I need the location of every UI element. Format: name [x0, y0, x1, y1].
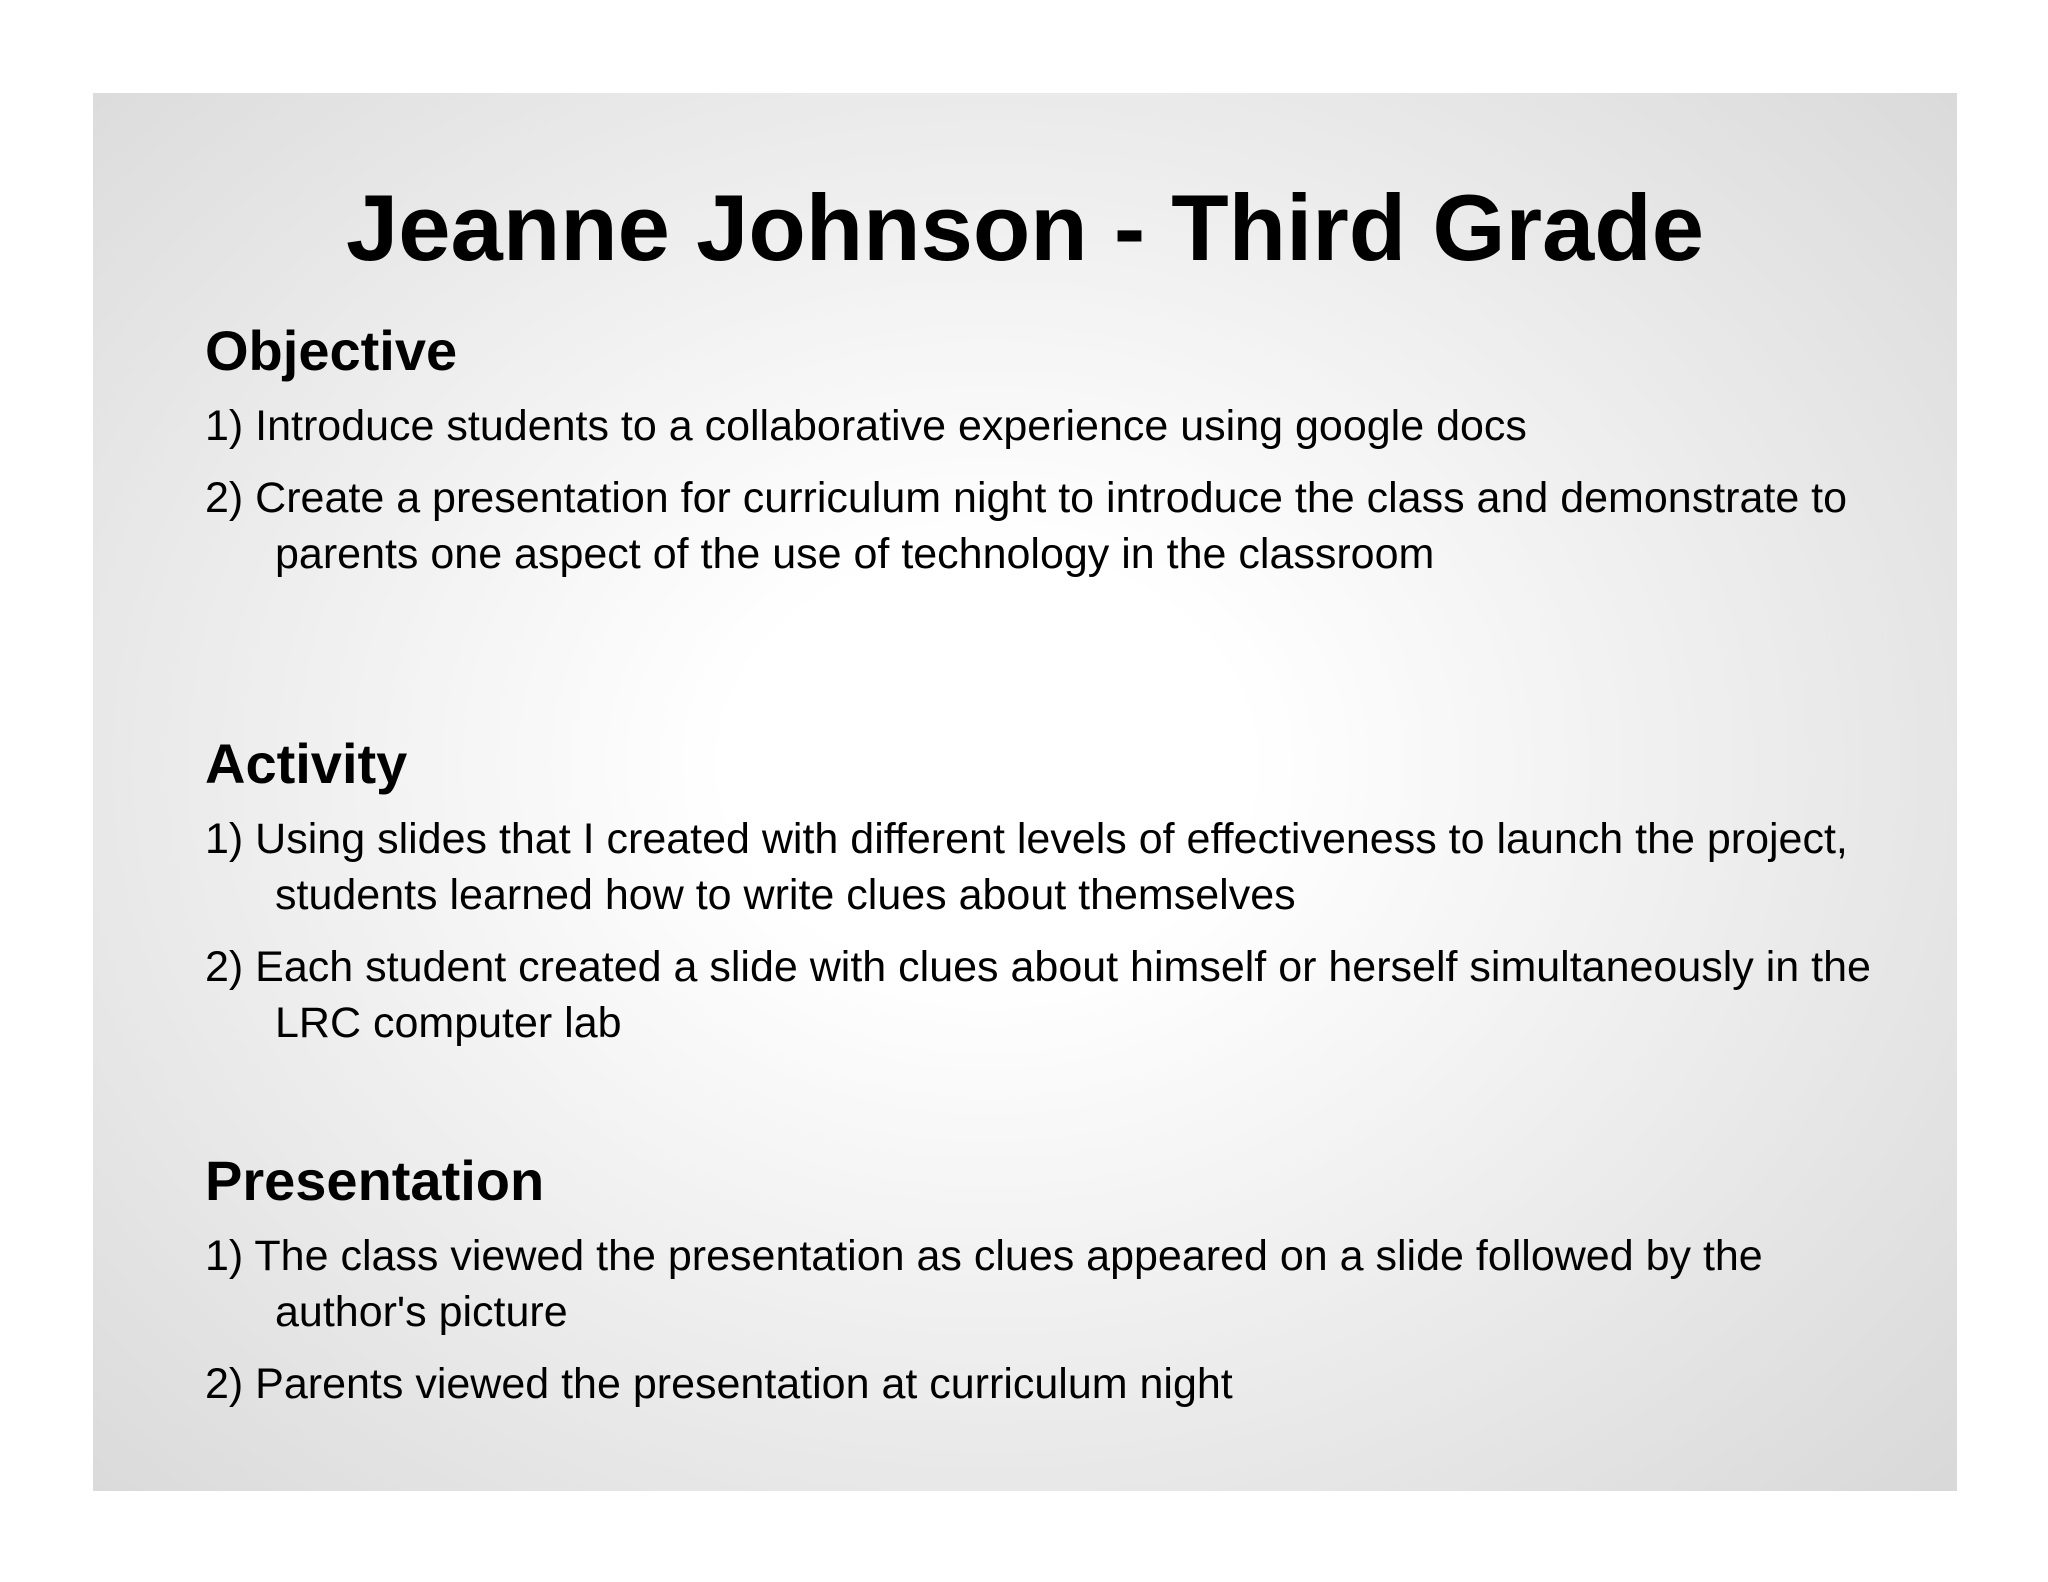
slide	[93, 93, 1957, 1491]
activity-item-2: 2) Each student created a slide with clues about himself or herself simultaneously in the LRC computer lab	[205, 943, 1871, 1047]
presentation-section	[205, 1148, 1905, 1428]
activity-list	[205, 811, 1905, 1051]
objective-item-2: 2) Create a presentation for curriculum night to introduce the class and demonstrate to parents one aspect of the use of technology in the classroom	[205, 474, 1848, 578]
objective-list	[205, 398, 1905, 582]
slide-title: Jeanne Johnson - Third Grade	[346, 175, 1704, 280]
activity-section	[205, 731, 1905, 1067]
objective-item-1: 1) Introduce students to a collaborative experience using google docs	[205, 402, 1527, 450]
presentation-item-1: 1) The class viewed the presentation as clues appeared on a slide followed by the author's picture	[205, 1232, 1763, 1336]
objective-section	[205, 318, 1905, 598]
presentation-heading: Presentation	[205, 1149, 545, 1212]
presentation-list	[205, 1228, 1905, 1412]
objective-heading: Objective	[205, 319, 458, 382]
presentation-item-2: 2) Parents viewed the presentation at curriculum night	[205, 1360, 1233, 1408]
activity-heading: Activity	[205, 732, 408, 795]
activity-item-1: 1) Using slides that I created with different levels of effectiveness to launch the project, students learned how to write clues about themselves	[205, 815, 1848, 919]
